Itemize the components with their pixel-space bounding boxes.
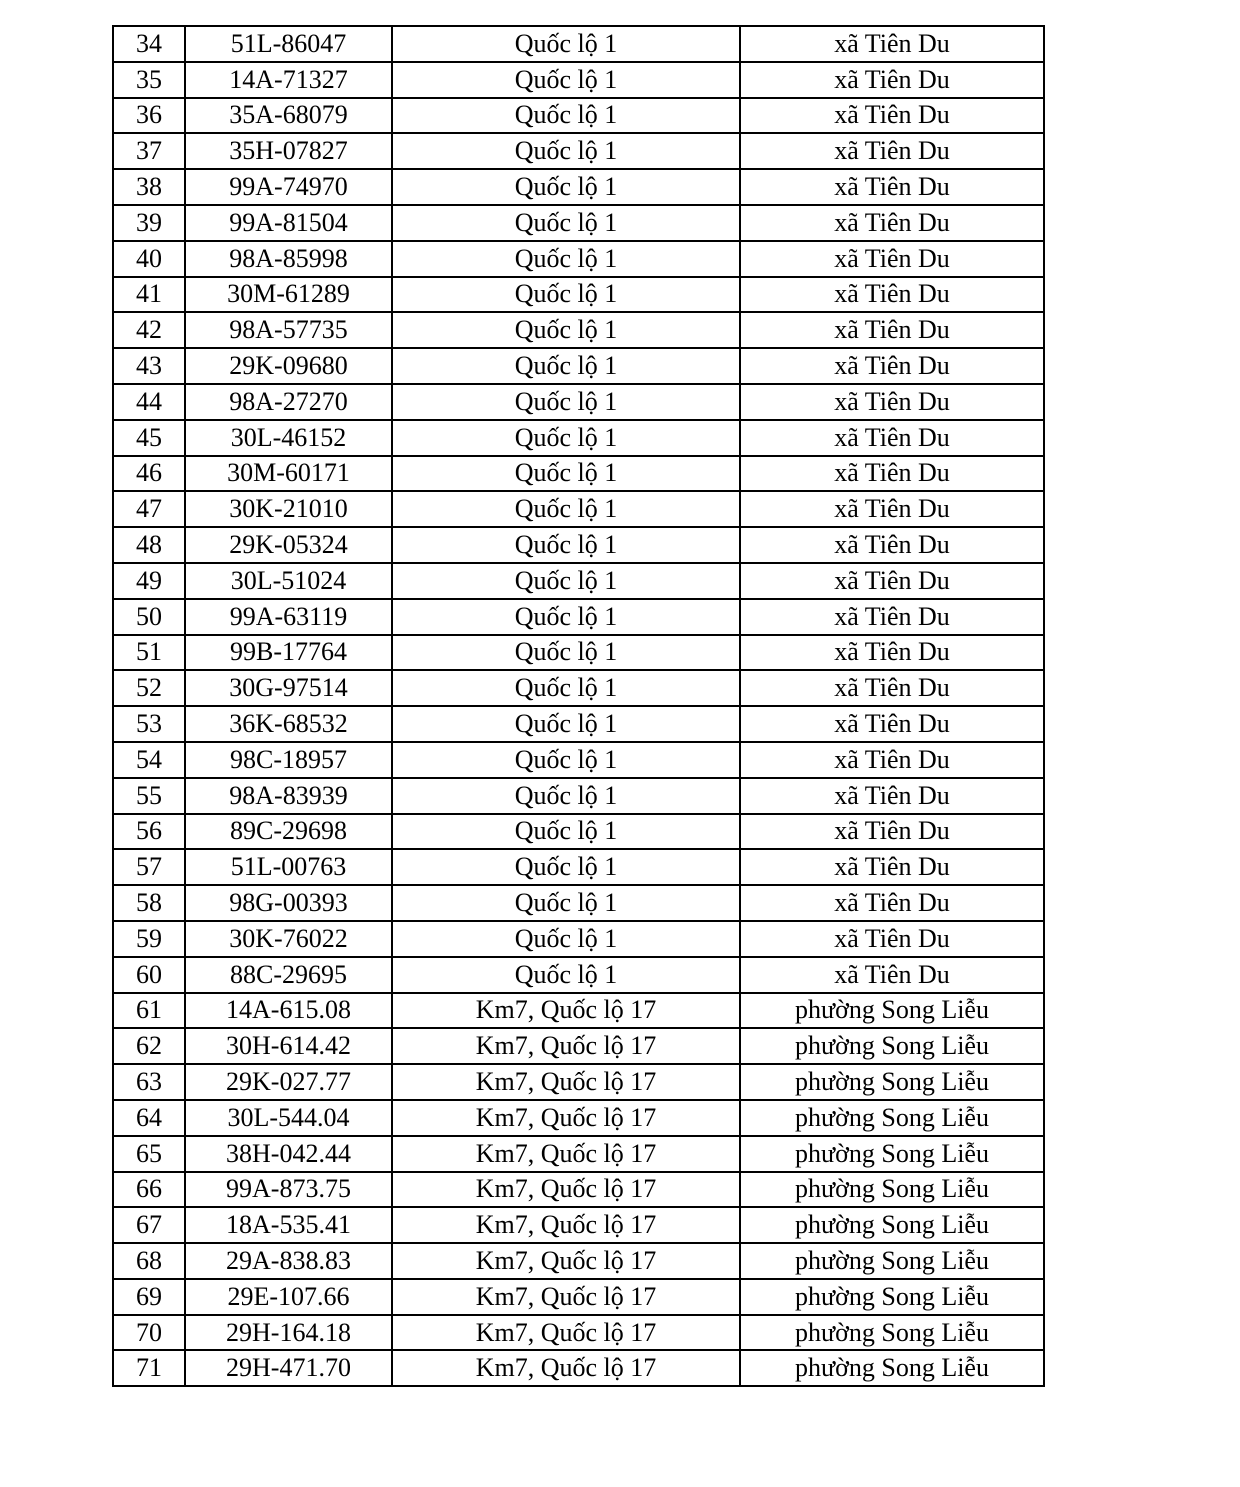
table-row	[113, 241, 1044, 277]
row-number-cell: 51	[113, 635, 185, 671]
administrative-area-cell: phường Song Liễu	[740, 1136, 1044, 1172]
violation-location-cell: Km7, Quốc lộ 17	[392, 1207, 740, 1243]
license-plate-cell: 29K-05324	[185, 527, 392, 563]
table-row	[113, 1243, 1044, 1279]
license-plate-cell: 99A-63119	[185, 599, 392, 635]
license-plate-cell: 30K-21010	[185, 491, 392, 527]
table-row	[113, 491, 1044, 527]
row-number-cell: 55	[113, 778, 185, 814]
table-row	[113, 456, 1044, 492]
table-row	[113, 205, 1044, 241]
administrative-area-cell: xã Tiên Du	[740, 205, 1044, 241]
violation-location-cell: Quốc lộ 1	[392, 26, 740, 62]
row-number-cell: 64	[113, 1100, 185, 1136]
license-plate-cell: 89C-29698	[185, 814, 392, 850]
table-row	[113, 670, 1044, 706]
row-number-cell: 41	[113, 277, 185, 313]
administrative-area-cell: phường Song Liễu	[740, 1243, 1044, 1279]
administrative-area-cell: phường Song Liễu	[740, 1172, 1044, 1208]
license-plate-cell: 51L-86047	[185, 26, 392, 62]
table-row	[113, 706, 1044, 742]
row-number-cell: 61	[113, 993, 185, 1029]
violation-location-cell: Km7, Quốc lộ 17	[392, 1028, 740, 1064]
violation-location-cell: Quốc lộ 1	[392, 742, 740, 778]
row-number-cell: 34	[113, 26, 185, 62]
violation-location-cell: Km7, Quốc lộ 17	[392, 1064, 740, 1100]
table-row	[113, 1028, 1044, 1064]
table-row	[113, 312, 1044, 348]
table-row	[113, 814, 1044, 850]
administrative-area-cell: xã Tiên Du	[740, 491, 1044, 527]
violation-location-cell: Quốc lộ 1	[392, 885, 740, 921]
table-row	[113, 599, 1044, 635]
administrative-area-cell: phường Song Liễu	[740, 1315, 1044, 1351]
table-row	[113, 384, 1044, 420]
row-number-cell: 40	[113, 241, 185, 277]
violation-location-cell: Quốc lộ 1	[392, 635, 740, 671]
violation-location-cell: Quốc lộ 1	[392, 312, 740, 348]
violation-location-cell: Quốc lộ 1	[392, 133, 740, 169]
violation-location-cell: Quốc lộ 1	[392, 420, 740, 456]
table-row	[113, 1100, 1044, 1136]
administrative-area-cell: xã Tiên Du	[740, 420, 1044, 456]
license-plate-cell: 29A-838.83	[185, 1243, 392, 1279]
row-number-cell: 43	[113, 348, 185, 384]
row-number-cell: 42	[113, 312, 185, 348]
row-number-cell: 63	[113, 1064, 185, 1100]
row-number-cell: 54	[113, 742, 185, 778]
license-plate-cell: 29H-471.70	[185, 1350, 392, 1386]
administrative-area-cell: xã Tiên Du	[740, 277, 1044, 313]
table-row	[113, 133, 1044, 169]
violation-location-cell: Quốc lộ 1	[392, 98, 740, 134]
administrative-area-cell: phường Song Liễu	[740, 1100, 1044, 1136]
license-plate-cell: 30H-614.42	[185, 1028, 392, 1064]
administrative-area-cell: xã Tiên Du	[740, 98, 1044, 134]
administrative-area-cell: xã Tiên Du	[740, 133, 1044, 169]
row-number-cell: 66	[113, 1172, 185, 1208]
table-row	[113, 1136, 1044, 1172]
violation-location-cell: Km7, Quốc lộ 17	[392, 1136, 740, 1172]
violation-location-cell: Quốc lộ 1	[392, 957, 740, 993]
violation-location-cell: Quốc lộ 1	[392, 62, 740, 98]
violation-location-cell: Quốc lộ 1	[392, 670, 740, 706]
license-plate-cell: 30L-51024	[185, 563, 392, 599]
administrative-area-cell: xã Tiên Du	[740, 312, 1044, 348]
row-number-cell: 68	[113, 1243, 185, 1279]
table-body	[113, 26, 1044, 1386]
table-row	[113, 1172, 1044, 1208]
violation-location-cell: Quốc lộ 1	[392, 456, 740, 492]
violation-location-cell: Quốc lộ 1	[392, 706, 740, 742]
administrative-area-cell: xã Tiên Du	[740, 241, 1044, 277]
license-plate-cell: 98C-18957	[185, 742, 392, 778]
license-plate-cell: 51L-00763	[185, 849, 392, 885]
license-plate-cell: 98G-00393	[185, 885, 392, 921]
violation-location-cell: Km7, Quốc lộ 17	[392, 1243, 740, 1279]
license-plate-cell: 30K-76022	[185, 921, 392, 957]
administrative-area-cell: xã Tiên Du	[740, 814, 1044, 850]
administrative-area-cell: phường Song Liễu	[740, 1207, 1044, 1243]
administrative-area-cell: phường Song Liễu	[740, 1350, 1044, 1386]
administrative-area-cell: xã Tiên Du	[740, 706, 1044, 742]
table-row	[113, 1279, 1044, 1315]
row-number-cell: 36	[113, 98, 185, 134]
table-row	[113, 885, 1044, 921]
row-number-cell: 47	[113, 491, 185, 527]
row-number-cell: 49	[113, 563, 185, 599]
table-row	[113, 277, 1044, 313]
violation-location-cell: Quốc lộ 1	[392, 599, 740, 635]
license-plate-cell: 98A-27270	[185, 384, 392, 420]
license-plate-cell: 98A-57735	[185, 312, 392, 348]
table-row	[113, 348, 1044, 384]
table-row	[113, 98, 1044, 134]
administrative-area-cell: xã Tiên Du	[740, 885, 1044, 921]
administrative-area-cell: phường Song Liễu	[740, 1028, 1044, 1064]
row-number-cell: 44	[113, 384, 185, 420]
row-number-cell: 71	[113, 1350, 185, 1386]
row-number-cell: 39	[113, 205, 185, 241]
row-number-cell: 70	[113, 1315, 185, 1351]
table-row	[113, 563, 1044, 599]
row-number-cell: 38	[113, 169, 185, 205]
administrative-area-cell: xã Tiên Du	[740, 169, 1044, 205]
administrative-area-cell: xã Tiên Du	[740, 62, 1044, 98]
violations-table	[112, 25, 1045, 1387]
violation-location-cell: Quốc lộ 1	[392, 277, 740, 313]
violation-location-cell: Quốc lộ 1	[392, 241, 740, 277]
table-row	[113, 1064, 1044, 1100]
license-plate-cell: 88C-29695	[185, 957, 392, 993]
license-plate-cell: 29E-107.66	[185, 1279, 392, 1315]
license-plate-cell: 98A-83939	[185, 778, 392, 814]
row-number-cell: 67	[113, 1207, 185, 1243]
row-number-cell: 52	[113, 670, 185, 706]
license-plate-cell: 30L-544.04	[185, 1100, 392, 1136]
row-number-cell: 50	[113, 599, 185, 635]
administrative-area-cell: xã Tiên Du	[740, 635, 1044, 671]
row-number-cell: 35	[113, 62, 185, 98]
license-plate-cell: 38H-042.44	[185, 1136, 392, 1172]
violation-location-cell: Km7, Quốc lộ 17	[392, 1279, 740, 1315]
row-number-cell: 65	[113, 1136, 185, 1172]
row-number-cell: 53	[113, 706, 185, 742]
administrative-area-cell: xã Tiên Du	[740, 456, 1044, 492]
row-number-cell: 37	[113, 133, 185, 169]
license-plate-cell: 29H-164.18	[185, 1315, 392, 1351]
administrative-area-cell: xã Tiên Du	[740, 778, 1044, 814]
row-number-cell: 69	[113, 1279, 185, 1315]
violation-location-cell: Km7, Quốc lộ 17	[392, 993, 740, 1029]
license-plate-cell: 14A-615.08	[185, 993, 392, 1029]
license-plate-cell: 30M-60171	[185, 456, 392, 492]
administrative-area-cell: xã Tiên Du	[740, 849, 1044, 885]
administrative-area-cell: xã Tiên Du	[740, 348, 1044, 384]
administrative-area-cell: xã Tiên Du	[740, 957, 1044, 993]
row-number-cell: 45	[113, 420, 185, 456]
violation-location-cell: Quốc lộ 1	[392, 778, 740, 814]
row-number-cell: 56	[113, 814, 185, 850]
table-row	[113, 1315, 1044, 1351]
license-plate-cell: 18A-535.41	[185, 1207, 392, 1243]
violation-location-cell: Km7, Quốc lộ 17	[392, 1315, 740, 1351]
administrative-area-cell: xã Tiên Du	[740, 599, 1044, 635]
table-row	[113, 1207, 1044, 1243]
license-plate-cell: 99A-81504	[185, 205, 392, 241]
violation-location-cell: Quốc lộ 1	[392, 169, 740, 205]
violation-location-cell: Quốc lộ 1	[392, 384, 740, 420]
violation-location-cell: Quốc lộ 1	[392, 491, 740, 527]
license-plate-cell: 29K-027.77	[185, 1064, 392, 1100]
row-number-cell: 58	[113, 885, 185, 921]
table-row	[113, 742, 1044, 778]
administrative-area-cell: xã Tiên Du	[740, 670, 1044, 706]
violation-location-cell: Quốc lộ 1	[392, 814, 740, 850]
table-row	[113, 169, 1044, 205]
violation-location-cell: Quốc lộ 1	[392, 527, 740, 563]
administrative-area-cell: phường Song Liễu	[740, 1279, 1044, 1315]
row-number-cell: 59	[113, 921, 185, 957]
administrative-area-cell: xã Tiên Du	[740, 742, 1044, 778]
row-number-cell: 60	[113, 957, 185, 993]
table-row	[113, 26, 1044, 62]
violation-location-cell: Quốc lộ 1	[392, 921, 740, 957]
table-row	[113, 1350, 1044, 1386]
administrative-area-cell: xã Tiên Du	[740, 384, 1044, 420]
license-plate-cell: 35H-07827	[185, 133, 392, 169]
license-plate-cell: 14A-71327	[185, 62, 392, 98]
license-plate-cell: 29K-09680	[185, 348, 392, 384]
violation-location-cell: Km7, Quốc lộ 17	[392, 1350, 740, 1386]
administrative-area-cell: xã Tiên Du	[740, 563, 1044, 599]
table-row	[113, 420, 1044, 456]
row-number-cell: 46	[113, 456, 185, 492]
table-row	[113, 527, 1044, 563]
license-plate-cell: 35A-68079	[185, 98, 392, 134]
license-plate-cell: 30G-97514	[185, 670, 392, 706]
row-number-cell: 48	[113, 527, 185, 563]
row-number-cell: 62	[113, 1028, 185, 1064]
license-plate-cell: 30L-46152	[185, 420, 392, 456]
administrative-area-cell: phường Song Liễu	[740, 993, 1044, 1029]
administrative-area-cell: phường Song Liễu	[740, 1064, 1044, 1100]
table-row	[113, 921, 1044, 957]
table-row	[113, 635, 1044, 671]
license-plate-cell: 99A-873.75	[185, 1172, 392, 1208]
table-row	[113, 62, 1044, 98]
violation-location-cell: Quốc lộ 1	[392, 348, 740, 384]
license-plate-cell: 99B-17764	[185, 635, 392, 671]
table-row	[113, 993, 1044, 1029]
violation-location-cell: Km7, Quốc lộ 17	[392, 1172, 740, 1208]
table-row	[113, 849, 1044, 885]
administrative-area-cell: xã Tiên Du	[740, 921, 1044, 957]
violation-location-cell: Quốc lộ 1	[392, 563, 740, 599]
violation-location-cell: Km7, Quốc lộ 17	[392, 1100, 740, 1136]
violation-location-cell: Quốc lộ 1	[392, 849, 740, 885]
license-plate-cell: 98A-85998	[185, 241, 392, 277]
row-number-cell: 57	[113, 849, 185, 885]
table-row	[113, 778, 1044, 814]
table-row	[113, 957, 1044, 993]
license-plate-cell: 36K-68532	[185, 706, 392, 742]
administrative-area-cell: xã Tiên Du	[740, 527, 1044, 563]
administrative-area-cell: xã Tiên Du	[740, 26, 1044, 62]
license-plate-cell: 30M-61289	[185, 277, 392, 313]
license-plate-cell: 99A-74970	[185, 169, 392, 205]
violation-location-cell: Quốc lộ 1	[392, 205, 740, 241]
